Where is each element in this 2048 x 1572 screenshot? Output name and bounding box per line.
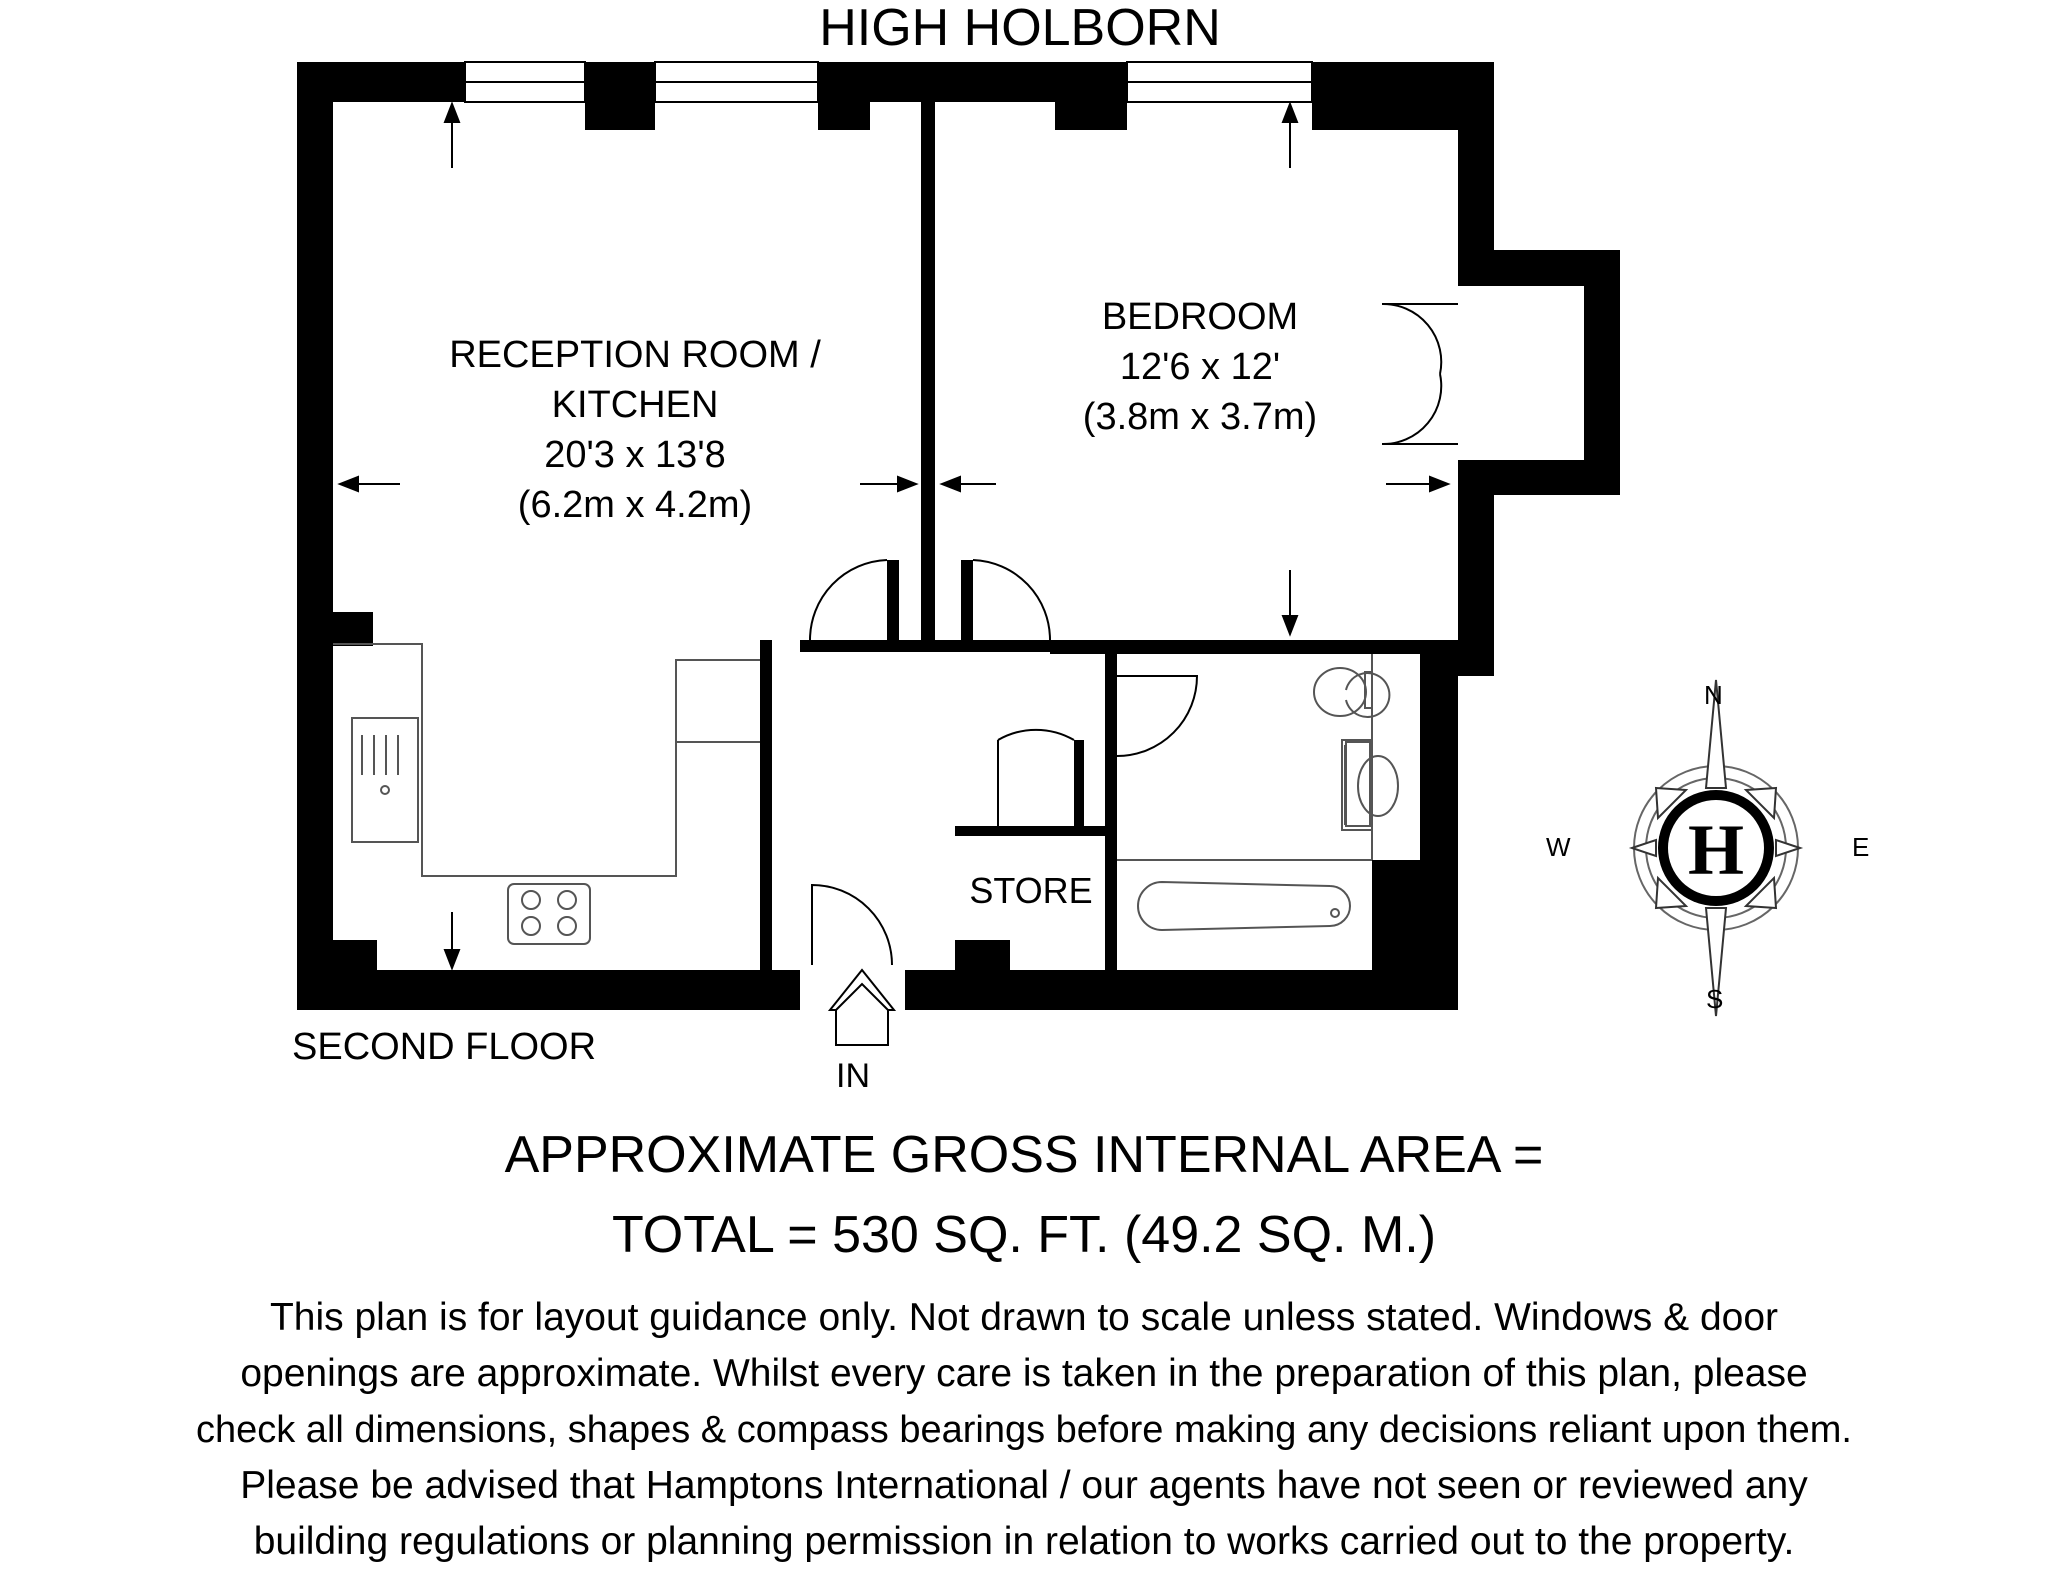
- compass-east: E: [1852, 832, 1870, 862]
- bedroom-size-metric: (3.8m x 3.7m): [1082, 396, 1318, 438]
- disclaimer-line: This plan is for layout guidance only. Not drawn to scale unless stated. Windows & door: [269, 1296, 1779, 1339]
- dimension-arrows: [340, 104, 1448, 968]
- reception-size-imperial: 20'3 x 13'8: [544, 434, 726, 476]
- disclaimer-line: Please be advised that Hamptons International / our agents have not seen or reviewed any: [240, 1464, 1808, 1507]
- bedroom-name: BEDROOM: [1101, 296, 1299, 338]
- reception-name-line2: KITCHEN: [551, 384, 719, 426]
- compass-rose: [1632, 680, 1800, 1016]
- reception-room-label: [400, 330, 870, 530]
- street-name: HIGH HOLBORN: [819, 0, 1221, 57]
- entrance-arrow: [830, 970, 894, 1045]
- bathroom-fixtures: [1117, 654, 1398, 930]
- store-label: STORE: [969, 870, 1093, 911]
- compass-west: W: [1546, 832, 1571, 862]
- bedroom-label: [1040, 292, 1360, 442]
- disclaimer-line: building regulations or planning permission in relation to works carried out to the property.: [253, 1520, 1795, 1563]
- area-total: TOTAL = 530 SQ. FT. (49.2 SQ. M.): [611, 1206, 1437, 1264]
- kitchen-fixtures: [333, 644, 760, 944]
- compass-logo: H: [1687, 810, 1745, 890]
- bedroom-size-imperial: 12'6 x 12': [1119, 346, 1281, 388]
- reception-size-metric: (6.2m x 4.2m): [517, 484, 753, 526]
- reception-name-line1: RECEPTION ROOM /: [449, 334, 821, 376]
- disclaimer-line: openings are approximate. Whilst every care is taken in the preparation of this plan, please: [240, 1352, 1808, 1395]
- compass-south: S: [1706, 984, 1724, 1014]
- entrance-label: IN: [836, 1057, 870, 1095]
- disclaimer: [0, 1290, 2048, 1570]
- area-heading: APPROXIMATE GROSS INTERNAL AREA =: [504, 1126, 1544, 1184]
- disclaimer-line: check all dimensions, shapes & compass bearings before making any decisions reliant upon them.: [195, 1409, 1852, 1451]
- floor-label: SECOND FLOOR: [292, 1026, 597, 1068]
- compass-north: N: [1704, 680, 1723, 710]
